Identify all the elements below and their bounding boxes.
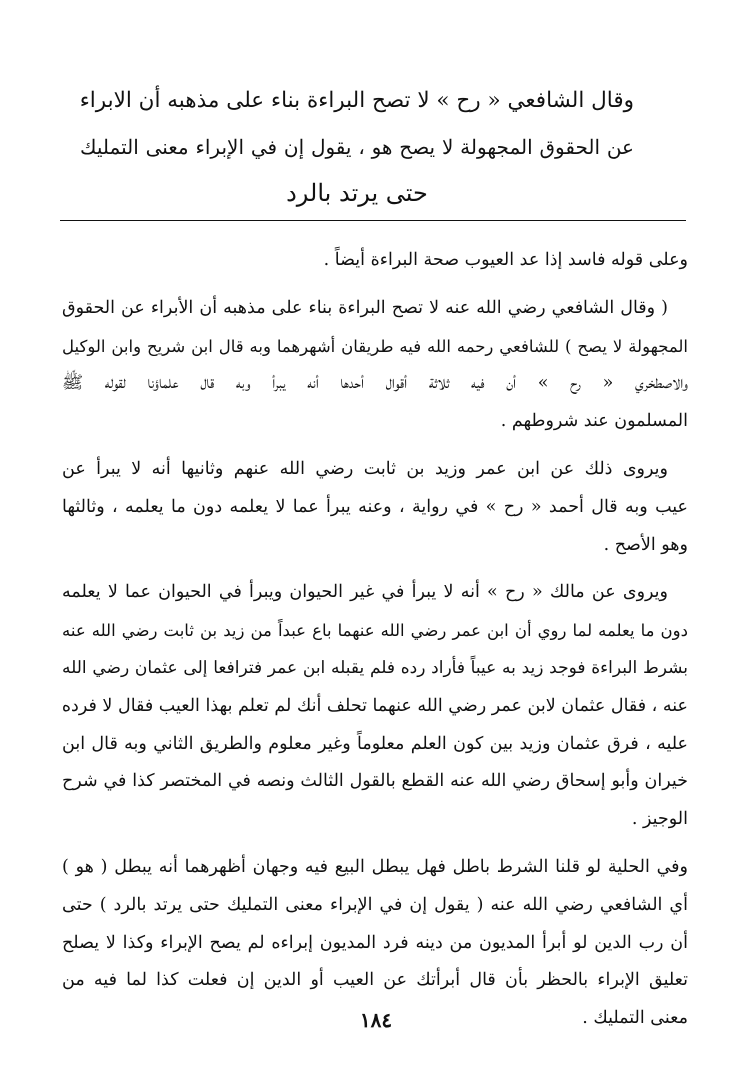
matn-text [80, 78, 634, 216]
text-line: عنه ، فقال عثمان لابن عمر رضي الله عنهما تحلف أنك لم تعلم بهذا العيب فقال لا فرده [62, 695, 688, 716]
text-line: عيب وبه قال أحمد « رح » في رواية ، وعنه يبرأ عما لا يعلمه دون ما يعلمه ، وثالثها [62, 496, 688, 517]
matn-line: وقال الشافعي « رح » لا تصح البراءة بناء على مذهبه أن الابراء [80, 88, 634, 113]
text-line: ويروى ذلك عن ابن عمر وزيد بن ثابت رضي الله عنهم وثانيها أنه لا يبرأ عن [62, 458, 668, 479]
text-line: تعليق الإبراء بالحظر بأن قال أبرأتك عن العيب أو الدين إن فعلت كذا لما فيه من [62, 970, 688, 991]
text-line: أي الشافعي رضي الله عنه ( يقول إن في الإبراء معنى التمليك حتى يرتد بالرد ) حتى [62, 894, 688, 915]
text-line: الوجيز . [631, 809, 688, 830]
text-line: وعلى قوله فاسد إذا عد العيوب صحة البراءة أيضاً . [323, 250, 688, 270]
commentary-paragraph [62, 451, 688, 564]
text-line: المسلمون عند شروطهم . [500, 411, 688, 432]
page-number: ١٨٤ [359, 1008, 393, 1032]
text-line: ( وقال الشافعي رضي الله عنه لا تصح البراءة بناء على مذهبه أن الأبراء عن الحقوق [62, 297, 668, 318]
text-line: عليه ، فرق عثمان وزيد بين كون العلم معلوماً وغير معلوم والطريق الثاني وبه قال ابن [62, 733, 688, 754]
text-line: دون ما يعلمه لما روي أن ابن عمر رضي الله عنهما باع عبداً من زيد بن ثابت رضي الله عنه [62, 621, 688, 641]
text-line: ويروى عن مالك « رح » أنه لا يبرأ في غير الحيوان ويبرأ في الحيوان عما لا يعلمه [62, 582, 668, 603]
matn-line: عن الحقوق المجهولة لا يصح هو ، يقول إن في الإبراء معنى التمليك [80, 135, 634, 159]
text-line: بشرط البراءة فوجد زيد به عيباً فأراد رده فلم يقبله ابن عمر فترافعا إلى عثمان رضي الله [62, 657, 688, 678]
commentary-text [62, 242, 688, 1038]
text-line: والاصطخري « رح » أن فيه ثلاثة أقوال أحدها أنه يبرأ وبه قال علماؤنا لقوله ﷺ [62, 373, 688, 394]
text-line: وهو الأصح . [603, 534, 688, 555]
text-line: وفي الحلية لو قلنا الشرط باطل فهل يبطل البيع فيه وجهان أظهرهما أنه يبطل ( هو ) [62, 856, 688, 877]
matn-line: حتى يرتد بالرد [286, 179, 428, 207]
commentary-paragraph [62, 290, 688, 441]
text-line: خيران وأبو إسحاق رضي الله عنه القطع بالقول الثالث ونصه في المختصر كذا في شرح [62, 771, 688, 792]
text-line: المجهولة لا يصح ) للشافعي رحمه الله فيه طريقان أشهرهما وبه قال ابن شريح وابن الوكيل [62, 336, 688, 356]
commentary-paragraph [62, 574, 688, 839]
text-line: أن رب الدين لو أبرأ المديون من دينه فرد المديون إبراءه لم يصح الإبراء وكذا لا يصلح [62, 932, 688, 953]
text-line: معنى التمليك . [582, 1008, 688, 1029]
separator-rule [60, 220, 686, 221]
commentary-paragraph [62, 242, 688, 280]
